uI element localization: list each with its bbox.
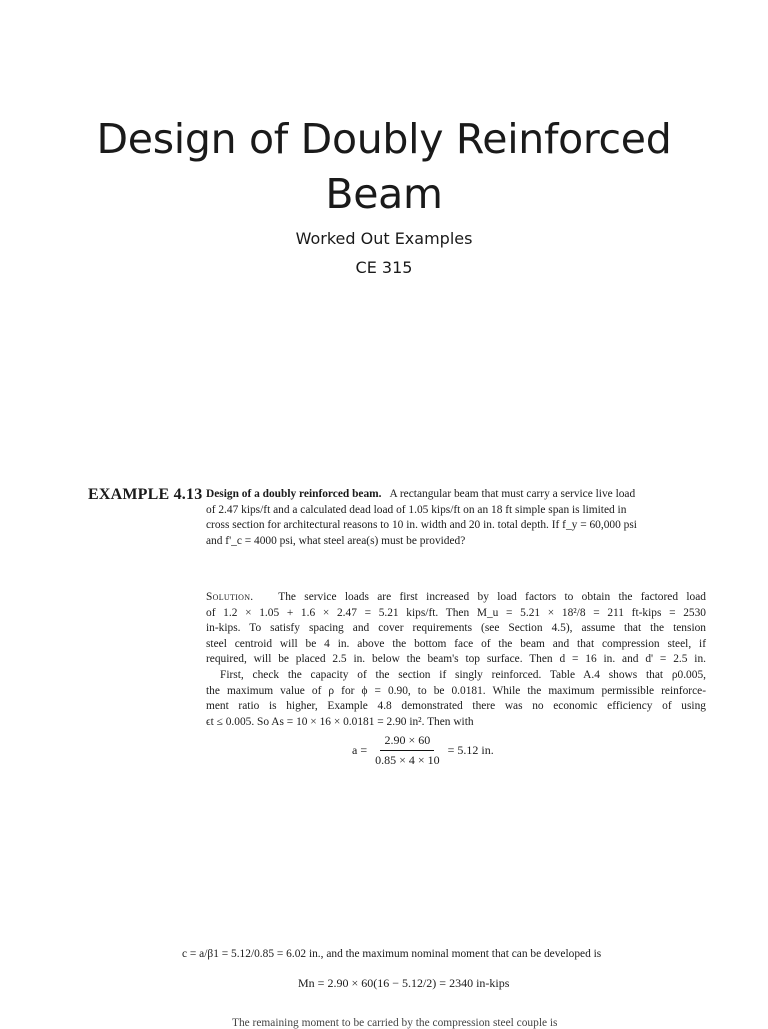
equation-a xyxy=(352,733,494,768)
solution-line-6: First, check the capacity of the section if singly reinforced. Table A.4 shows that ρ0.005, xyxy=(220,668,706,681)
title-line-1: Design of Doubly Reinforced xyxy=(96,115,672,163)
solution-line-9: ϵt ≤ 0.005. So As = 10 × 16 × 0.0181 = 2.90 in². Then with xyxy=(206,715,474,728)
example-statement xyxy=(206,487,706,549)
example-heading: Design of a doubly reinforced beam. xyxy=(206,488,382,500)
example-line-1: Design of a doubly reinforced beam. A rectangular beam that must carry a service live load xyxy=(206,488,636,500)
equation-denominator: 0.85 × 4 × 10 xyxy=(375,753,440,767)
example-label: EXAMPLE 4.13 xyxy=(88,486,203,503)
example-line-4: and f'_c = 4000 psi, what steel area(s) must be provided? xyxy=(206,534,466,547)
course-code: CE 315 xyxy=(355,258,413,277)
equation-lhs: a = xyxy=(352,743,368,757)
solution-text xyxy=(206,590,706,730)
subtitle: Worked Out Examples xyxy=(295,229,473,248)
neutral-axis-text: c = a/β1 = 5.12/0.85 = 6.02 in., and the maximum nominal moment that can be developed is xyxy=(182,948,602,960)
solution-line-1: Solution. The service loads are first increased by load factors to obtain the factored load xyxy=(206,591,706,603)
solution-line-8: ment ratio is higher, Example 4.8 demonstrated there was no economic efficiency of using xyxy=(206,700,706,713)
solution-label: Solution. xyxy=(206,591,254,603)
solution-line-2: of 1.2 × 1.05 + 1.6 × 2.47 = 5.21 kips/ft. Then M_u = 5.21 × 18²/8 = 211 ft-kips = 2530 xyxy=(206,606,706,619)
solution-line-4: steel centroid will be 4 in. above the bottom face of the beam and that compression steel, if xyxy=(206,637,706,650)
title-line-2: Beam xyxy=(325,170,443,218)
example-line-2: of 2.47 kips/ft and a calculated dead load of 1.05 kips/ft on an 18 ft simple span is limited in xyxy=(206,503,627,516)
example-line-3: cross section for architectural reasons to 10 in. width and 20 in. total depth. If f_y = 60,000 psi xyxy=(206,519,637,532)
nominal-moment-equation: Mn = 2.90 × 60(16 − 5.12/2) = 2340 in-kips xyxy=(298,976,510,990)
solution-line-5: required, will be placed 2.5 in. below the beam's top surface. Then d = 16 in. and d' = 2.5 in. xyxy=(206,653,706,666)
solution-line-3: in-kips. To satisfy spacing and cover requirements (see Section 4.5), assume that the tension xyxy=(206,622,706,635)
page-title xyxy=(0,112,768,222)
equation-numerator: 2.90 × 60 xyxy=(380,733,434,751)
equation-fraction xyxy=(371,733,444,768)
equation-rhs: = 5.12 in. xyxy=(447,743,494,757)
solution-line-7: the maximum value of ρ for ϕ = 0.90, to be 0.0181. While the maximum permissible reinforce- xyxy=(206,684,706,697)
cutoff-text: The remaining moment to be carried by the compression steel couple is xyxy=(232,1017,558,1029)
